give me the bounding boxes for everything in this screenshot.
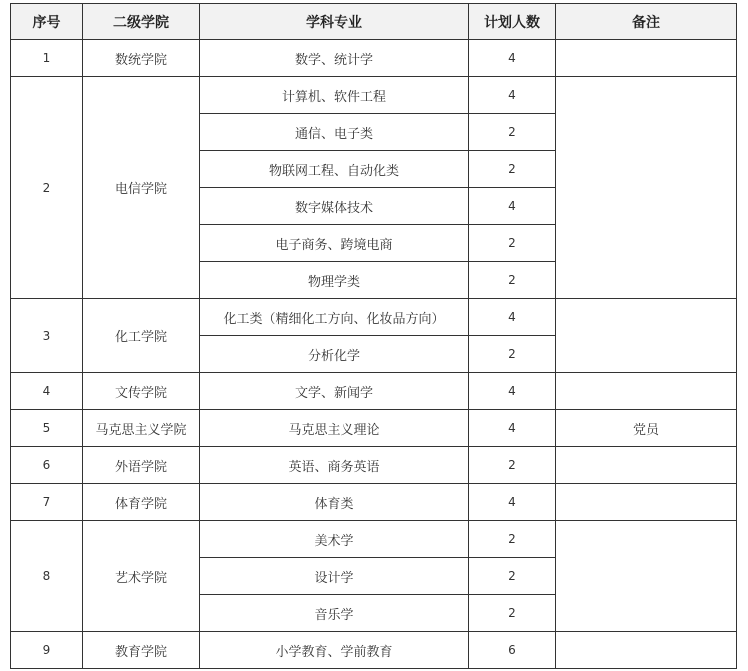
plan-count-cell: 2 (469, 558, 556, 595)
table-body (11, 40, 737, 669)
major-cell: 美术学 (200, 521, 469, 558)
college-cell: 文传学院 (83, 373, 200, 410)
major-cell: 计算机、软件工程 (200, 77, 469, 114)
plan-count-cell: 4 (469, 40, 556, 77)
index-cell: 9 (11, 632, 83, 669)
plan-count-cell: 6 (469, 632, 556, 669)
college-cell: 体育学院 (83, 484, 200, 521)
major-cell: 小学教育、学前教育 (200, 632, 469, 669)
table-header-row (11, 4, 737, 40)
major-cell: 分析化学 (200, 336, 469, 373)
major-cell: 电子商务、跨境电商 (200, 225, 469, 262)
plan-count-cell: 4 (469, 77, 556, 114)
note-cell (556, 521, 737, 632)
note-cell (556, 40, 737, 77)
plan-count-cell: 4 (469, 484, 556, 521)
table-row (11, 484, 737, 521)
header-cell-college: 二级学院 (83, 4, 200, 40)
table-row (11, 632, 737, 669)
college-cell: 艺术学院 (83, 521, 200, 632)
note-cell (556, 484, 737, 521)
major-cell: 体育类 (200, 484, 469, 521)
plan-count-cell: 2 (469, 114, 556, 151)
major-cell: 数字媒体技术 (200, 188, 469, 225)
index-cell: 3 (11, 299, 83, 373)
table-row (11, 447, 737, 484)
major-cell: 通信、电子类 (200, 114, 469, 151)
table-row (11, 410, 737, 447)
table-row (11, 521, 737, 558)
note-cell (556, 632, 737, 669)
major-cell: 化工类（精细化工方向、化妆品方向） (200, 299, 469, 336)
college-cell: 化工学院 (83, 299, 200, 373)
note-cell (556, 299, 737, 373)
index-cell: 8 (11, 521, 83, 632)
header-cell-index: 序号 (11, 4, 83, 40)
major-cell: 物联网工程、自动化类 (200, 151, 469, 188)
note-cell (556, 77, 737, 299)
college-cell: 马克思主义学院 (83, 410, 200, 447)
plan-count-cell: 2 (469, 595, 556, 632)
major-cell: 马克思主义理论 (200, 410, 469, 447)
plan-count-cell: 2 (469, 262, 556, 299)
major-cell: 音乐学 (200, 595, 469, 632)
table-row (11, 299, 737, 336)
recruitment-plan-table (10, 3, 737, 669)
plan-count-cell: 4 (469, 299, 556, 336)
table-row (11, 40, 737, 77)
header-cell-plan-count: 计划人数 (469, 4, 556, 40)
college-cell: 电信学院 (83, 77, 200, 299)
plan-count-cell: 2 (469, 521, 556, 558)
major-cell: 数学、统计学 (200, 40, 469, 77)
major-cell: 文学、新闻学 (200, 373, 469, 410)
table-row (11, 77, 737, 114)
index-cell: 2 (11, 77, 83, 299)
index-cell: 4 (11, 373, 83, 410)
table-row (11, 373, 737, 410)
major-cell: 英语、商务英语 (200, 447, 469, 484)
plan-count-cell: 2 (469, 336, 556, 373)
note-cell (556, 373, 737, 410)
index-cell: 5 (11, 410, 83, 447)
major-cell: 物理学类 (200, 262, 469, 299)
plan-count-cell: 4 (469, 188, 556, 225)
plan-count-cell: 4 (469, 410, 556, 447)
plan-count-cell: 2 (469, 225, 556, 262)
note-cell: 党员 (556, 410, 737, 447)
note-cell (556, 447, 737, 484)
index-cell: 1 (11, 40, 83, 77)
header-cell-major: 学科专业 (200, 4, 469, 40)
college-cell: 数统学院 (83, 40, 200, 77)
index-cell: 6 (11, 447, 83, 484)
header-cell-note: 备注 (556, 4, 737, 40)
college-cell: 外语学院 (83, 447, 200, 484)
major-cell: 设计学 (200, 558, 469, 595)
plan-count-cell: 2 (469, 151, 556, 188)
college-cell: 教育学院 (83, 632, 200, 669)
index-cell: 7 (11, 484, 83, 521)
plan-count-cell: 4 (469, 373, 556, 410)
plan-count-cell: 2 (469, 447, 556, 484)
